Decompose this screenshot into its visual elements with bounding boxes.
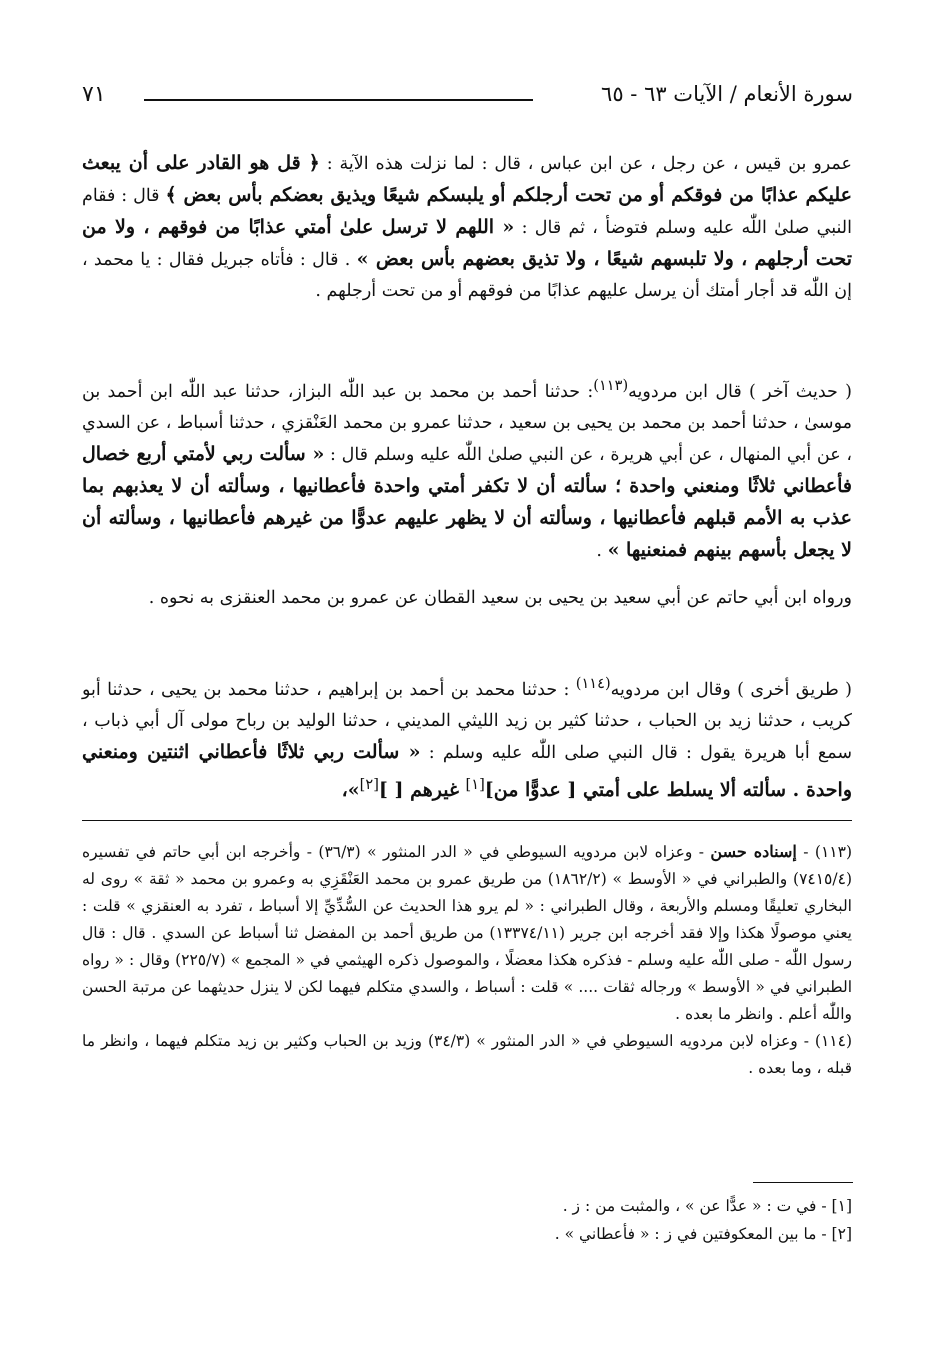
grading: إسناده حسن <box>710 842 797 861</box>
narration-text: ( طريق أخرى ) وقال ابن مردويه <box>610 679 852 700</box>
quran-verse: ﴿ قل هو القادر على أن يبعث عليكم عذابًا من فوقكم أو من تحت أرجلكم أو يلبسكم شيعًا ويذيق بعضكم بأس بعض ﴾ <box>82 152 852 206</box>
narration-text: قال : فقام النبي صلىٰ اللّٰه عليه وسلم فتوضأ ، ثم قال : <box>82 186 852 238</box>
variant-note: [١] - في ت : « عدًّا عن » ، والمثبت من : ز . <box>562 1197 852 1215</box>
footnote-number: (١١٣) - <box>796 843 852 861</box>
variants-separator <box>753 1182 853 1183</box>
manuscript-variants <box>82 1192 852 1248</box>
paragraph-2 <box>82 370 852 567</box>
hadith-text: غيرهم [ ] <box>378 778 466 801</box>
footnote-number: (١١٤) - <box>797 1032 852 1050</box>
footnote-separator <box>82 820 852 821</box>
paragraph-4 <box>82 668 852 807</box>
variant-note: [٢] - ما بين المعكوفتين في ز : « فأعطاني » . <box>554 1225 852 1243</box>
running-header <box>82 82 853 118</box>
footnote-113 <box>82 838 852 1028</box>
header-rule <box>144 99 533 101</box>
footnote-ref-113: (١١٣) <box>593 377 629 394</box>
surah-title: سورة الأنعام / الآيات ٦٣ - ٦٥ <box>601 82 853 106</box>
prophetic-quote: « اللهم لا ترسل علىٰ أمتي عذابًا من فوقهم ، ولا من تحت أرجلهم ، ولا تلبسهم شيعًا ، ولا تذيق بعضهم بأس بعض » <box>82 216 852 270</box>
paragraph-1 <box>82 148 852 307</box>
narration-text: عمرو بن قيس ، عن رجل ، عن ابن عباس ، قال : لما نزلت هذه الآية : <box>319 154 852 174</box>
narration-text: . <box>596 540 608 561</box>
hadith-text: « سألت ربي ثلاثًا فأعطاني اثنتين ومنعني واحدة . سألته ألا يسلط على أمتي [ عدوًّا من] <box>82 740 852 801</box>
isnad-text: : حدثنا أحمد بن محمد بن عبد اللّٰه البزاز، حدثنا عبد اللّٰه ابن أحمد بن موسىٰ ، حدثنا أحمد بن محمد بن يحيى بن سعيد ، حدثنا عمرو بن محمد العَنْقزي ، حدثنا أسباط ، عن السدي ، عن أبي المنهال ، عن أبي هريرة ، عن النبي صلىٰ اللّٰه عليه وسلم قال : <box>82 381 853 465</box>
isnad-text: : حدثنا محمد بن أحمد بن إبراهيم ، حدثنا محمد بن يحيى ، حدثنا أبو كريب ، حدثنا زيد بن الحباب ، حدثنا كثير بن زيد الليثي المديني ، حدثنا الوليد بن رباح مولى آل أبي ذباب ، سمع أبا هريرة يقول : قال النبي صلى اللّٰه عليه وسلم : <box>82 679 853 763</box>
footnotes <box>82 838 852 1082</box>
narration-text: ( حديث آخر ) قال ابن مردويه <box>628 381 852 402</box>
hadith-text: « سألت ربي لأمتي أربع خصال فأعطاني ثلاثًا ومنعني واحدة ؛ سألته أن لا تكفر أمتي واحدة فأعطانيها ، وسألته أن لا يعذبهم بما عذب به الأمم قبلهم فأعطانيها ، وسألته أن لا يظهر عليهم عدوًّا من غيرهم فأعطانيها ، وسألته أن لا يجعل بأسهم بينهم فمنعنيها » <box>82 442 852 561</box>
page-number: ٧١ <box>82 82 106 107</box>
footnote-text: - وعزاه لابن مردويه السيوطي في « الدر المنثور » (٣٦/٣) - وأخرجه ابن أبي حاتم في تفسيره (٧٤١٥/٤) والطبراني في « الأوسط » (١٨٦٢/٢) من طريق عمرو بن محمد العَنْقَزِي به وعمرو بن محمد « ثقة » روى له البخاري تعليقًا ومسلم والأربعة ، وقال الطبراني : « لم يرو هذا الحديث عن السُّدِّيِّ إلا أسباط ، تفرد به العنقزي » قلت : يعني موصولًا هكذا وإلا فقد أخرجه ابن جرير (١٣٣٧٤/١١) من طريق أحمد بن المفضل ثنا أسباط عن السدي . قال : قال رسول اللّٰه - صلى اللّٰه عليه وسلم - فذكره هكذا معضلًا ، والموصول ذكره الهيثمي في « المجمع » (٢٢٥/٧) وقال : « رواه الطبراني في « الأوسط » ورجاله ثقات .... » قلت : أسباط ، والسدي متكلم فيهما لكن لا ينزل حديثهما عن مرتبة الحسن واللّٰه أعلم . وانظر ما بعده . <box>82 843 852 1023</box>
narration-text: . قال : فأتاه جبريل فقال : يا محمد ، إن اللّٰه قد أجار أمتك أن يرسل عليهم عذابًا من فوقهم أو من تحت أرجلهم . <box>82 250 852 301</box>
footnote-114 <box>82 1028 852 1082</box>
hadith-text: »، <box>341 778 360 801</box>
variant-ref-2: [٢] <box>359 775 379 793</box>
narration-text: ورواه ابن أبي حاتم عن أبي سعيد بن يحيى بن سعيد القطان عن عمرو بن محمد العنقزى به نحوه . <box>148 588 852 608</box>
paragraph-3 <box>82 583 852 614</box>
footnote-ref-114: (١١٤) <box>575 675 611 692</box>
footnote-text: وعزاه لابن مردويه السيوطي في « الدر المنثور » (٣٤/٣) وزيد بن الحباب وكثير بن زيد متكلم فيهما ، وانظر ما قبله ، وما بعده . <box>82 1032 852 1077</box>
variant-ref-1: [١] <box>465 775 485 793</box>
